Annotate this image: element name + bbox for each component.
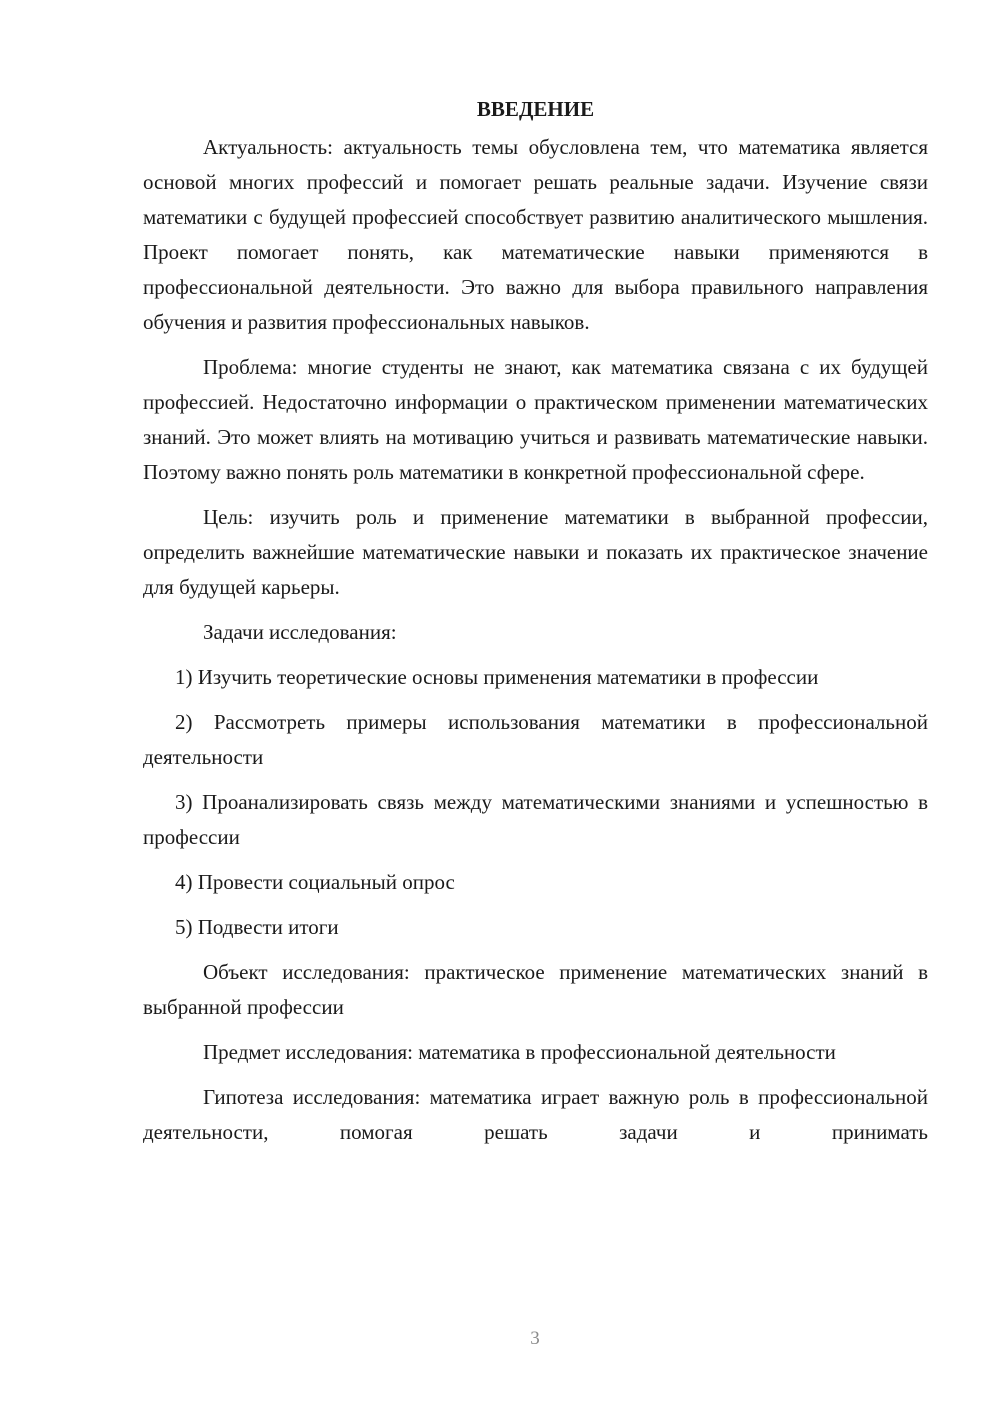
tasks-heading: Задачи исследования:	[203, 620, 397, 644]
document-page	[143, 92, 928, 1160]
task-item-5: 5) Подвести итоги	[175, 915, 339, 939]
object-paragraph: Объект исследования: практическое применение математических знаний в выбранной профессии	[143, 960, 928, 1019]
task-item-2: 2) Рассмотреть примеры использования математики в профессиональной деятельности	[143, 710, 928, 769]
task-item-4: 4) Провести социальный опрос	[175, 870, 455, 894]
relevance-paragraph: Актуальность: актуальность темы обусловлена тем, что математика является основой многих профессий и помогает решать реальные задачи. Изучение связи математики с будущей профессией способствует развитию аналитического мышления. Проект помогает понять, как математические навыки применяются в профессиональной деятельности. Это важно для выбора правильного направления обучения и развития профессиональных навыков.	[143, 135, 928, 334]
subject-paragraph: Предмет исследования: математика в профессиональной деятельности	[203, 1040, 836, 1064]
problem-paragraph: Проблема: многие студенты не знают, как математика связана с их будущей профессией. Недостаточно информации о практическом применении математических знаний. Это может влиять на мотивацию учиться и развивать математические навыки. Поэтому важно понять роль математики в конкретной профессиональной сфере.	[143, 355, 928, 484]
goal-paragraph: Цель: изучить роль и применение математики в выбранной профессии, определить важнейшие математические навыки и показать их практическое значение для будущей карьеры.	[143, 505, 928, 599]
task-item-1: 1) Изучить теоретические основы применения математики в профессии	[175, 665, 819, 689]
page-number: 3	[530, 1328, 540, 1349]
hypothesis-paragraph: Гипотеза исследования: математика играет важную роль в профессиональной деятельности, помогая решать задачи и принимать	[143, 1085, 928, 1144]
task-item-3: 3) Проанализировать связь между математическими знаниями и успешностью в профессии	[143, 790, 928, 849]
page-title: ВВЕДЕНИЕ	[476, 97, 595, 121]
